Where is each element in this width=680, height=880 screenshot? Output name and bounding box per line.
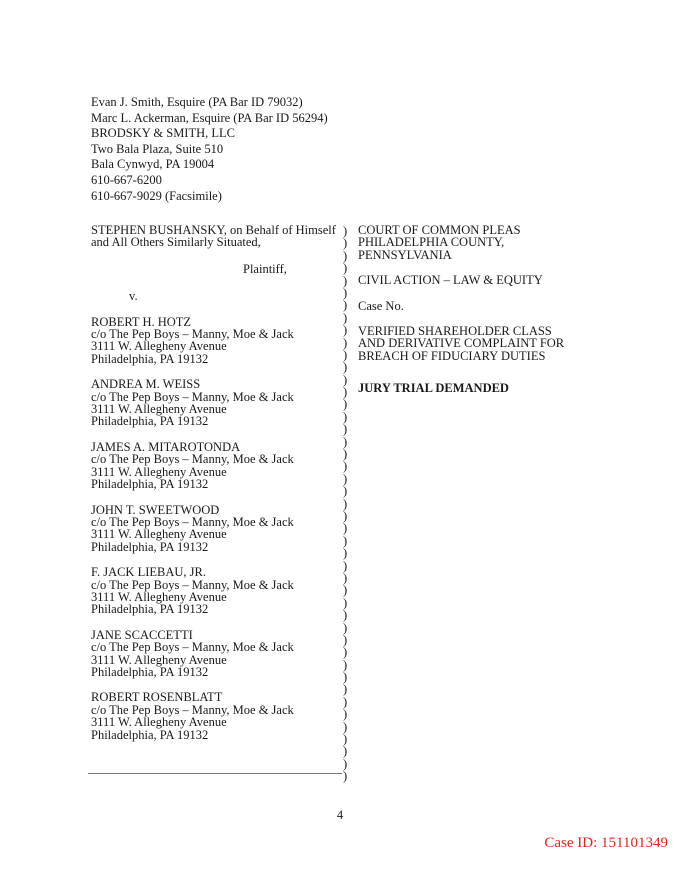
court-name: [358, 224, 598, 261]
caption-parties: [91, 224, 351, 754]
caption-paren: ): [343, 670, 348, 685]
defendant-street: 3111 W. Allegheny Avenue: [91, 402, 227, 417]
defendant-street: 3111 W. Allegheny Avenue: [91, 339, 227, 354]
defendant-city: Philadelphia, PA 19132: [91, 351, 209, 366]
defendant-name: ROBERT ROSENBLATT: [91, 690, 223, 705]
caption-paren: ): [343, 521, 348, 536]
defendant-city: Philadelphia, PA 19132: [91, 664, 209, 679]
caption-paren: ): [343, 360, 348, 375]
caption-paren: ): [343, 533, 348, 548]
defendant-name: JOHN T. SWEETWOOD: [91, 502, 220, 517]
action-type: CIVIL ACTION – LAW & EQUITY: [358, 273, 543, 288]
defendant-block: [91, 441, 351, 491]
defendant-name: ROBERT H. HOTZ: [91, 314, 192, 329]
jury-demand: JURY TRIAL DEMANDED: [358, 381, 509, 396]
caption-paren: ): [343, 645, 348, 660]
caption-paren: ): [343, 459, 348, 474]
caption-paren: ): [343, 224, 348, 238]
court-line: PHILADELPHIA COUNTY,: [358, 235, 505, 250]
plaintiff-name-line1: STEPHEN BUSHANSKY, on Behalf of Himself: [91, 223, 336, 237]
versus: v.: [129, 289, 138, 304]
attorney-line: Bala Cynwyd, PA 19004: [91, 157, 215, 172]
complaint-line: BREACH OF FIDUCIARY DUTIES: [358, 348, 546, 363]
defendant-name: JANE SCACCETTI: [91, 627, 193, 642]
caption-paren: ): [343, 273, 348, 288]
defendant-city: Philadelphia, PA 19132: [91, 539, 209, 554]
defendant-block: [91, 691, 351, 741]
caption-paren: ): [343, 298, 348, 313]
defendant-street: 3111 W. Allegheny Avenue: [91, 527, 227, 542]
caption-paren: ): [343, 508, 348, 523]
defendant-care-of: c/o The Pep Boys – Manny, Moe & Jack: [91, 514, 294, 529]
defendant-city: Philadelphia, PA 19132: [91, 414, 209, 429]
caption-paren: ): [343, 657, 348, 672]
defendant-name: ANDREA M. WEISS: [91, 377, 201, 392]
attorney-line: Evan J. Smith, Esquire (PA Bar ID 79032): [91, 95, 303, 109]
caption-paren: ): [343, 422, 348, 437]
caption-paren: ): [343, 558, 348, 573]
attorney-line: 610-667-6200: [91, 172, 162, 187]
caption-paren-column: [343, 225, 347, 783]
caption-paren: ): [343, 434, 348, 449]
caption-paren: ): [343, 335, 348, 350]
defendant-street: 3111 W. Allegheny Avenue: [91, 715, 227, 730]
attorney-block: [91, 95, 328, 204]
caption-bottom-rule: [88, 773, 342, 774]
complaint-title: [358, 325, 598, 362]
court-line: COURT OF COMMON PLEAS: [358, 223, 521, 237]
defendant-street: 3111 W. Allegheny Avenue: [91, 652, 227, 667]
case-number-label: Case No.: [358, 298, 404, 313]
caption-paren: ): [343, 732, 348, 747]
defendant-care-of: c/o The Pep Boys – Manny, Moe & Jack: [91, 389, 294, 404]
attorney-line: BRODSKY & SMITH, LLC: [91, 126, 235, 141]
caption-paren: ): [343, 707, 348, 722]
caption-paren: ): [343, 248, 348, 263]
complaint-line: VERIFIED SHAREHOLDER CLASS: [358, 324, 552, 339]
defendant-name: F. JACK LIEBAU, JR.: [91, 565, 206, 580]
caption-paren: ): [343, 285, 348, 300]
defendant-care-of: c/o The Pep Boys – Manny, Moe & Jack: [91, 702, 294, 717]
defendant-block: [91, 316, 351, 366]
defendant-block: [91, 629, 351, 679]
caption-paren: ): [343, 447, 348, 462]
defendant-care-of: c/o The Pep Boys – Manny, Moe & Jack: [91, 452, 294, 467]
caption-paren: ): [343, 570, 348, 585]
defendant-care-of: c/o The Pep Boys – Manny, Moe & Jack: [91, 577, 294, 592]
caption-paren: ): [343, 719, 348, 734]
caption-paren: ): [343, 323, 348, 338]
attorney-line: Two Bala Plaza, Suite 510: [91, 141, 224, 156]
caption-paren: ): [343, 632, 348, 647]
defendant-block: [91, 566, 351, 616]
caption-paren: ): [343, 682, 348, 697]
plaintiff-label: Plaintiff,: [243, 261, 287, 276]
defendant-city: Philadelphia, PA 19132: [91, 477, 209, 492]
attorney-line: Marc L. Ackerman, Esquire (PA Bar ID 56294): [91, 110, 328, 125]
caption-paren: ): [343, 583, 348, 598]
caption-paren: ): [343, 744, 348, 759]
caption-paren: ): [343, 409, 348, 424]
attorney-line: 610-667-9029 (Facsimile): [91, 188, 222, 203]
caption-paren: ): [343, 608, 348, 623]
defendant-city: Philadelphia, PA 19132: [91, 727, 209, 742]
caption-paren: ): [343, 496, 348, 511]
defendant-block: [91, 504, 351, 554]
case-id-stamp: Case ID: 151101349: [544, 835, 668, 851]
defendant-name: JAMES A. MITAROTONDA: [91, 439, 241, 454]
defendant-block: [91, 378, 351, 428]
caption-paren: ): [343, 620, 348, 635]
caption-paren: ): [343, 261, 348, 276]
defendant-city: Philadelphia, PA 19132: [91, 602, 209, 617]
plaintiff-name-line2: and All Others Similarly Situated,: [91, 235, 261, 250]
complaint-line: AND DERIVATIVE COMPLAINT FOR: [358, 336, 565, 351]
caption-paren: ): [343, 397, 348, 412]
caption-paren: ): [343, 769, 348, 784]
court-block: [358, 224, 598, 395]
defendant-care-of: c/o The Pep Boys – Manny, Moe & Jack: [91, 327, 294, 342]
defendant-care-of: c/o The Pep Boys – Manny, Moe & Jack: [91, 640, 294, 655]
court-line: PENNSYLVANIA: [358, 247, 452, 262]
caption-paren: ): [343, 546, 348, 561]
caption-paren: ): [343, 484, 348, 499]
caption-paren: ): [343, 595, 348, 610]
caption-paren: ): [343, 236, 348, 251]
caption-paren: ): [343, 471, 348, 486]
caption-paren: ): [343, 310, 348, 325]
page-number: 4: [336, 808, 344, 822]
defendant-street: 3111 W. Allegheny Avenue: [91, 464, 227, 479]
caption-paren: ): [343, 372, 348, 387]
defendant-street: 3111 W. Allegheny Avenue: [91, 589, 227, 604]
caption-paren: ): [343, 347, 348, 362]
caption-paren: ): [343, 385, 348, 400]
caption-paren: ): [343, 756, 348, 771]
caption-paren: ): [343, 694, 348, 709]
